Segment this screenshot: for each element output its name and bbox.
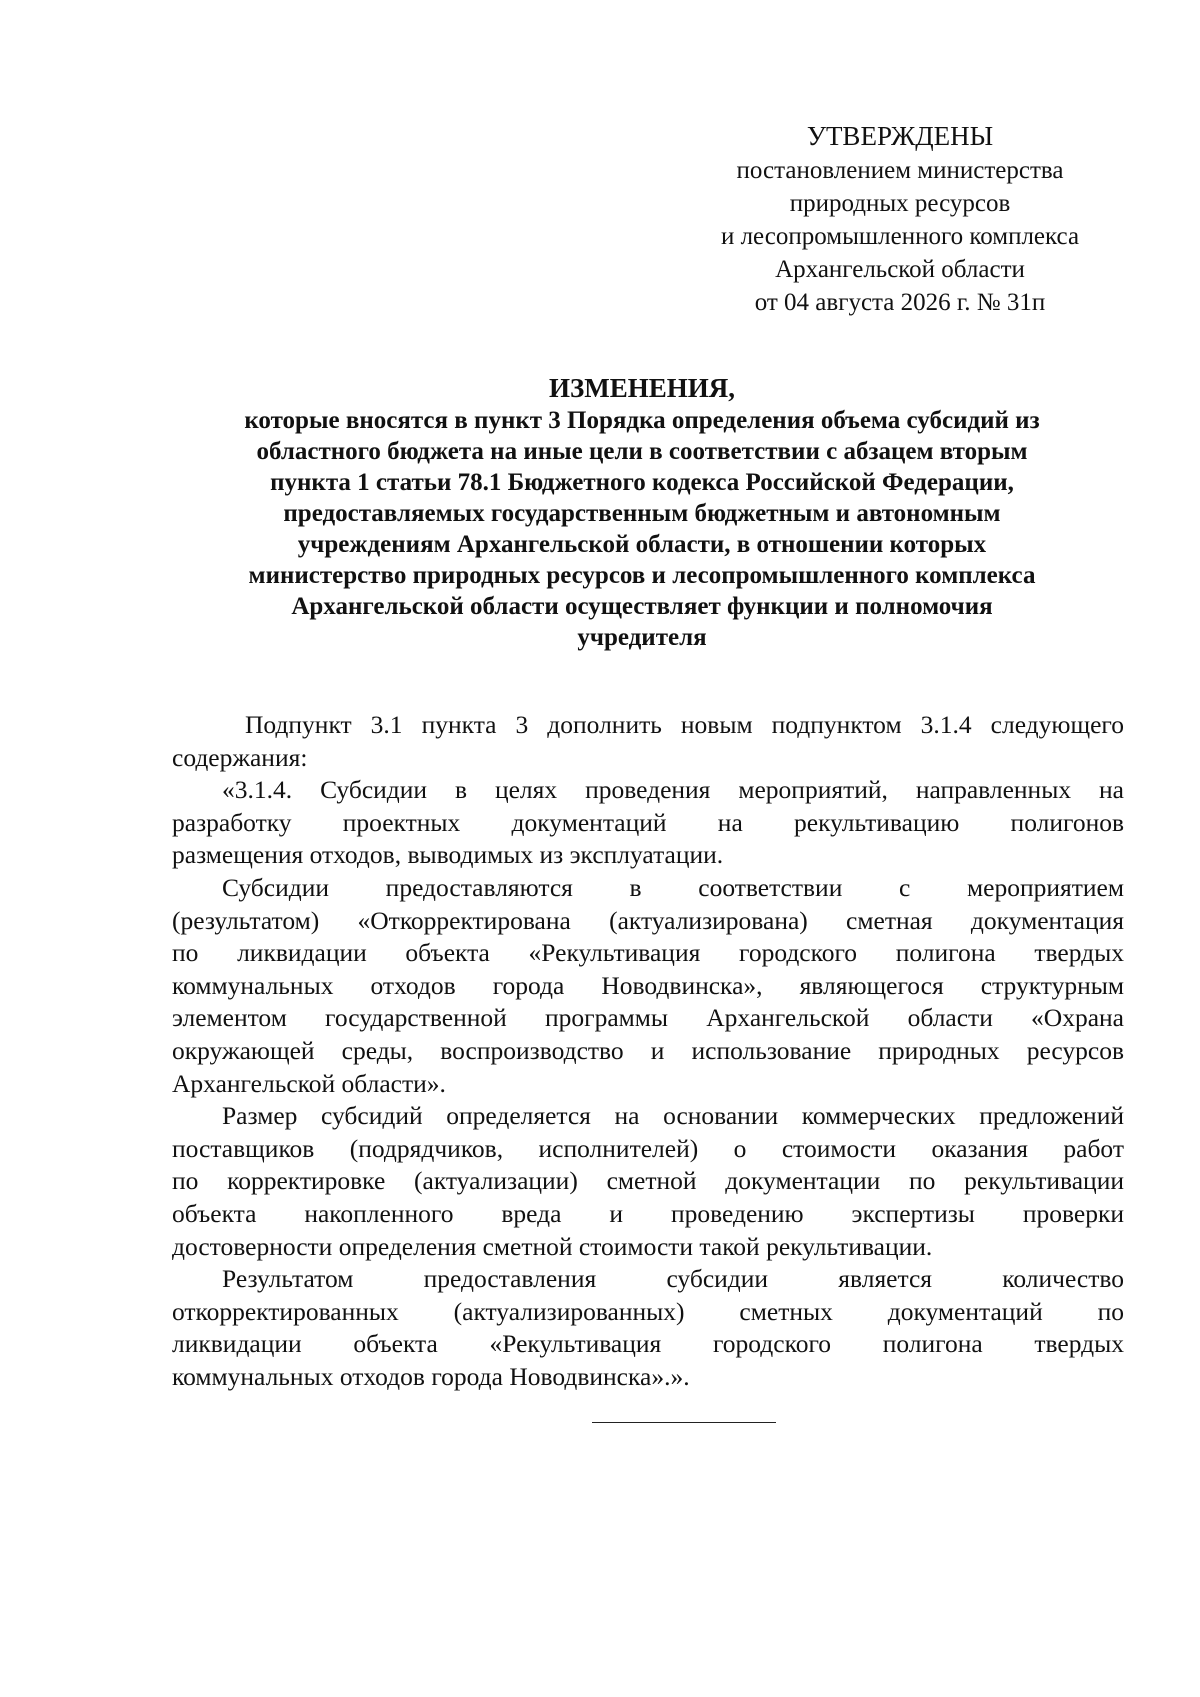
title-line: учредителя [577,624,707,651]
title-line: областного бюджета на иные цели в соответствии с абзацем вторым [256,438,1028,465]
text-line: поставщиков (подрядчиков, исполнителей) о стоимости оказания работ [172,1133,1124,1163]
paragraph-amendment-intro [172,709,1124,774]
approval-date-number: от 04 августа 2026 г. № 31п [754,289,1046,316]
text-line: Подпункт 3.1 пункта 3 дополнить новым подпунктом 3.1.4 следующего [245,710,1124,739]
text-line: элементом государственной программы Архангельской области «Охрана [172,1003,1124,1033]
text-line: по корректировке (актуализации) сметной документации по рекультивации [172,1166,1124,1196]
text-line: размещения отходов, выводимых из эксплуатации. [172,840,724,870]
text-line: достоверности определения сметной стоимости такой рекультивации. [172,1231,933,1261]
paragraph-subclause-3-1-4 [172,774,1124,872]
approval-line: Архангельской области [775,256,1025,283]
text-line: ликвидации объекта «Рекультивация городского полигона твердых [172,1329,1124,1359]
approval-heading: УТВЕРЖДЕНЫ [806,121,994,151]
approval-stamp [690,118,1110,319]
title-line: предоставляемых государственным бюджетным и автономным [283,500,1001,527]
text-line: Результатом предоставления субсидии является количество [222,1264,1124,1294]
paragraph-subsidy-provision [172,872,1124,1100]
text-line: разработку проектных документаций на рекультивацию полигонов [172,807,1124,837]
title-line: пункта 1 статьи 78.1 Бюджетного кодекса Российской Федерации, [270,469,1014,496]
text-line: окружающей среды, воспроизводство и использование природных ресурсов [172,1035,1124,1065]
text-line: по ликвидации объекта «Рекультивация городского полигона твердых [172,938,1124,968]
title-line: Архангельской области осуществляет функции и полномочия [291,593,993,620]
text-line: откорректированных (актуализированных) сметных документаций по [172,1296,1124,1326]
text-line: (результатом) «Откорректирована (актуализирована) сметная документация [172,905,1124,935]
approval-line: постановлением министерства [736,157,1064,184]
text-line: объекта накопленного вреда и проведению экспертизы проверки [172,1198,1124,1228]
closing-divider-line [592,1422,776,1423]
text-line: Архангельской области». [172,1068,446,1098]
text-line: коммунальных отходов города Новодвинска», являющегося структурным [172,970,1124,1000]
text-line: Субсидии предоставляются в соответствии с мероприятием [222,872,1124,902]
text-line: коммунальных отходов города Новодвинска».». [172,1361,690,1391]
title-line: министерство природных ресурсов и лесопромышленного комплекса [248,562,1036,589]
title-heading: ИЗМЕНЕНИЯ, [548,373,735,403]
paragraph-subsidy-result [172,1263,1124,1393]
approval-line: природных ресурсов [789,190,1011,217]
text-line: содержания: [172,742,308,772]
approval-line: и лесопромышленного комплекса [720,223,1080,250]
paragraph-subsidy-amount [172,1100,1124,1263]
title-line: которые вносятся в пункт 3 Порядка определения объема субсидий из [244,407,1040,434]
document-title [160,372,1124,653]
document-body [172,709,1124,1393]
title-line: учреждениям Архангельской области, в отношении которых [297,531,987,558]
text-line: Размер субсидий определяется на основании коммерческих предложений [222,1101,1124,1131]
text-line: «3.1.4. Субсидии в целях проведения мероприятий, направленных на [222,775,1124,805]
